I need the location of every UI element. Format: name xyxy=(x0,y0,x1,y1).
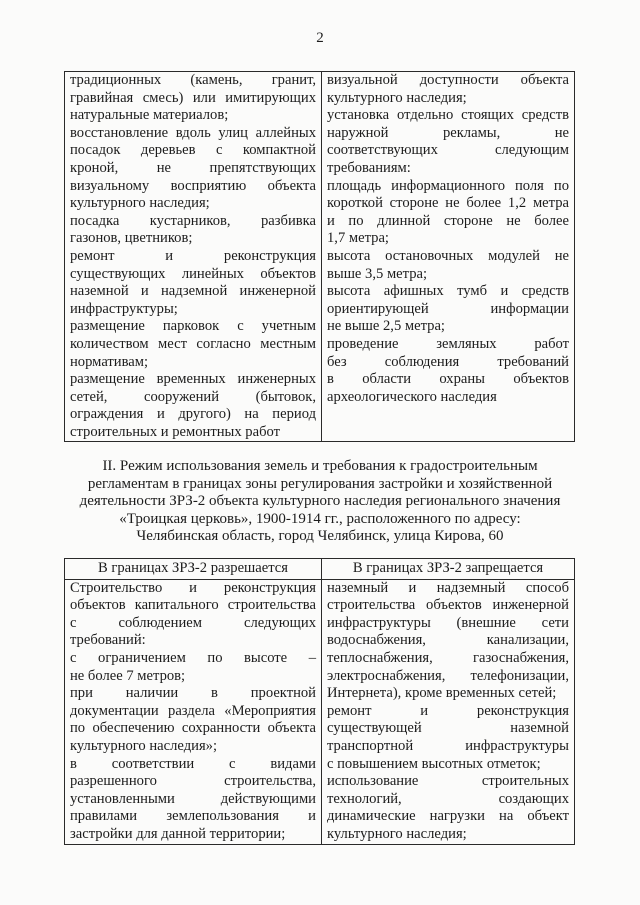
header-allowed: В границах ЗРЗ-2 разрешается xyxy=(65,559,322,580)
text-line: теплоснабжения, газоснабжения, xyxy=(327,649,569,666)
text-line: с повышением высотных отметок; xyxy=(327,755,541,772)
heading-line: II. Режим использования земель и требования к градостроительным xyxy=(102,458,538,474)
text-line: водоснабжения, канализации, xyxy=(327,632,569,649)
text-line: в области охраны объектов xyxy=(327,371,569,388)
text-line: технологий, создающих xyxy=(327,790,569,807)
text-line: не более 7 метров; xyxy=(70,667,186,684)
text-line: соответствующих следующим xyxy=(327,142,569,159)
text-line: ограждения и другого) на период xyxy=(70,406,316,423)
text-line: строительных и ремонтных работ xyxy=(70,423,280,440)
text-line: инфраструктуры; xyxy=(70,300,178,317)
text-line: документации раздела «Мероприятия xyxy=(70,702,316,719)
text-line: посадка кустарников, разбивка xyxy=(70,212,316,229)
text-line: археологического наследия xyxy=(327,388,497,405)
text-line: ремонт и реконструкция xyxy=(70,247,316,264)
text-line: объектов капитального строительства xyxy=(70,597,316,614)
text-line: застройки для данной территории; xyxy=(70,825,286,842)
heading-line: регламентам в границах зоны регулирования застройки и хозяйственной xyxy=(87,475,553,492)
allowed-cell xyxy=(65,579,322,844)
text-line: Строительство и реконструкция xyxy=(70,579,316,596)
text-line: без соблюдения требований xyxy=(327,353,569,370)
text-line: в соответствии с видами xyxy=(70,755,316,772)
allowed-cell xyxy=(65,72,322,442)
text-line: требованиям: xyxy=(327,159,411,176)
table-row xyxy=(65,579,575,844)
text-line: ориентирующей информации xyxy=(327,300,569,317)
text-line: наземный и надземный способ xyxy=(327,579,569,596)
text-line: площадь информационного поля по xyxy=(327,177,569,194)
text-line: строительства объектов инженерной xyxy=(327,597,569,614)
text-line: проведение земляных работ xyxy=(327,335,569,352)
text-line: по обеспечению сохранности объекта xyxy=(70,720,316,737)
text-line: визуальному восприятию объекта xyxy=(70,177,316,194)
text-line: визуальной доступности объекта xyxy=(327,72,569,88)
text-line: размещение парковок с учетным xyxy=(70,318,316,335)
table-row xyxy=(65,72,575,442)
text-line: короткой стороне не более 1,2 метра xyxy=(327,195,569,212)
text-line: наземной и надземной инженерной xyxy=(70,283,316,300)
text-line: 1,7 метра; xyxy=(327,230,389,247)
text-line: разрешенного строительства, xyxy=(70,773,316,790)
text-line: нормативам; xyxy=(70,353,149,370)
text-line: и по длинной стороне не более xyxy=(327,212,569,229)
text-line: количеством мест согласно местным xyxy=(70,335,316,352)
heading-line: деятельности ЗРЗ-2 объекта культурного наследия регионального значения xyxy=(79,493,561,510)
text-line: высота афишных тумб и средств xyxy=(327,283,569,300)
text-line: культурного наследия; xyxy=(327,825,467,842)
header-prohibited: В границах ЗРЗ-2 запрещается xyxy=(322,559,575,580)
prohibited-cell xyxy=(322,72,575,442)
restrictions-table-continued xyxy=(64,71,575,442)
text-line: установленными действующими xyxy=(70,790,316,807)
heading-line: «Троицкая церковь», 1900-1914 гг., расположенного по адресу: xyxy=(119,510,521,527)
text-line: динамические нагрузки на объект xyxy=(327,808,569,825)
text-line: культурного наследия; xyxy=(70,195,210,212)
text-line: существующих линейных объектов xyxy=(70,265,316,282)
text-line: традиционных (камень, гранит, xyxy=(70,72,316,88)
prohibited-cell xyxy=(322,579,575,844)
text-line: транспортной инфраструктуры xyxy=(327,737,569,754)
text-line: требований: xyxy=(70,632,146,649)
text-line: выше 3,5 метра; xyxy=(327,265,428,282)
text-line: натуральные материалов; xyxy=(70,107,229,124)
page-number: 2 xyxy=(316,30,324,46)
text-line: правилами землепользования и xyxy=(70,808,316,825)
zrz2-regulations-table xyxy=(64,558,575,845)
text-line: культурного наследия; xyxy=(327,89,467,106)
text-line: существующей наземной xyxy=(327,720,569,737)
text-line: установка отдельно стоящих средств xyxy=(327,107,569,124)
text-line: газонов, цветников; xyxy=(70,230,193,247)
section-heading xyxy=(70,458,570,546)
text-line: сетей, сооружений (бытовок, xyxy=(70,388,316,405)
text-line: электроснабжения, телефонизации, xyxy=(327,667,569,684)
text-line: ремонт и реконструкция xyxy=(327,702,569,719)
heading-line: Челябинская область, город Челябинск, улица Кирова, 60 xyxy=(136,528,504,545)
text-line: наружной рекламы, не xyxy=(327,124,569,141)
text-line: использование строительных xyxy=(327,773,569,790)
text-line: кроной, не препятствующих xyxy=(70,159,316,176)
text-line: гравийная смесь) или имитирующих xyxy=(70,89,316,106)
text-line: Интернета), кроме временных сетей; xyxy=(327,685,557,702)
text-line: инфраструктуры (внешние сети xyxy=(327,614,569,631)
text-line: посадок деревьев с компактной xyxy=(70,142,316,159)
text-line: при наличии в проектной xyxy=(70,685,316,702)
text-line: высота остановочных модулей не xyxy=(327,247,569,264)
text-line: размещение временных инженерных xyxy=(70,371,316,388)
text-line: восстановление вдоль улиц аллейных xyxy=(70,124,316,141)
text-line: с ограничением по высоте – xyxy=(70,649,316,666)
text-line: культурного наследия»; xyxy=(70,737,218,754)
text-line: не выше 2,5 метра; xyxy=(327,318,445,335)
table-header-row xyxy=(65,559,575,580)
text-line: с соблюдением следующих xyxy=(70,614,316,631)
